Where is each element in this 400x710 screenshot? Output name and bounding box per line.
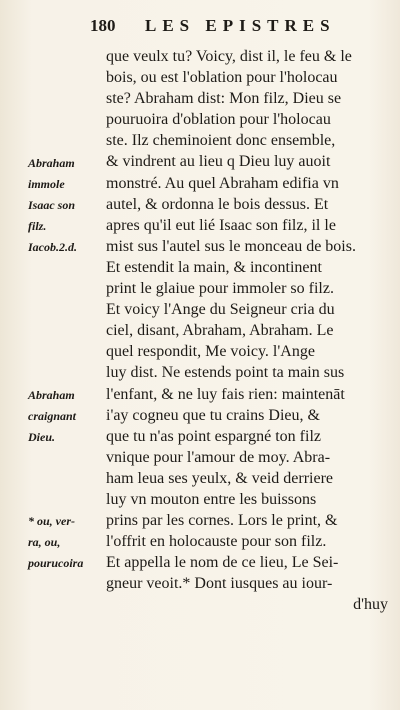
text-line: gneur veoit.* Dont iusques au iour-: [106, 575, 333, 593]
text-line: luy vn mouton entre les buissons: [106, 490, 317, 508]
text-line: & vindrent au lieu q Dieu luy auoit: [106, 153, 331, 171]
text-line: l'enfant, & ne luy fais rien: maintenāt: [106, 385, 345, 403]
margin-note: Isaac son: [28, 197, 76, 212]
margin-note: craignant: [28, 408, 77, 423]
main-text: [106, 46, 388, 616]
text-line: ciel, disant, Abraham, Abraham. Le: [106, 322, 334, 340]
margin-note: filz.: [28, 218, 47, 233]
text-line: apres qu'il eut lié Isaac son filz, il le: [106, 216, 336, 234]
text-line: luy dist. Ne estends point ta main sus: [106, 364, 345, 382]
text-line: ham leua ses yeulx, & veid derriere: [106, 469, 334, 487]
text-line: ste. Ilz cheminoient donc ensemble,: [106, 132, 336, 150]
running-title: LES EPISTRES: [145, 16, 336, 35]
margin-note: immole: [28, 176, 65, 191]
text-line: quel respondit, Me voicy. l'Ange: [106, 343, 315, 361]
margin-note: Abraham: [28, 387, 75, 402]
text-line: que tu n'as point espargné ton filz: [106, 427, 321, 445]
margin-note: ra, ou,: [28, 535, 61, 550]
margin-note: Iacob.2.d.: [28, 239, 77, 254]
text-line: Et estendit la main, & incontinent: [106, 258, 322, 276]
text-line: bois, ou est l'oblation pour l'holocau: [106, 69, 338, 87]
text-line: i'ay cogneu que tu crains Dieu, &: [106, 406, 320, 424]
text-line: monstré. Au quel Abraham edifia vn: [106, 174, 339, 192]
margin-note: * ou, ver-: [28, 514, 75, 529]
text-line: mist sus l'autel sus le monceau de bois.: [106, 237, 356, 255]
text-line: Et voicy l'Ange du Seigneur cria du: [106, 301, 335, 319]
page-header: [90, 16, 380, 40]
margin-note: pourucoira: [28, 556, 84, 571]
text-line: vnique pour l'amour de moy. Abra-: [106, 448, 331, 466]
margin-note: Abraham: [28, 155, 75, 170]
text-line: prins par les cornes. Lors le print, &: [106, 512, 338, 530]
text-line: pouruoira d'oblation pour l'holocau: [106, 111, 331, 129]
text-line: autel, & ordonna le bois dessus. Et: [106, 195, 329, 213]
text-line: ste? Abraham dist: Mon filz, Dieu se: [106, 90, 342, 108]
text-line: print le glaiue pour immoler so filz.: [106, 280, 334, 298]
text-line: que veulx tu? Voicy, dist il, le feu & le: [106, 48, 352, 65]
text-line: d'huy: [353, 596, 388, 614]
page-number: 180: [90, 16, 116, 35]
text-line: l'offrit en holocauste pour son filz.: [106, 533, 327, 551]
margin-note: Dieu.: [28, 429, 55, 444]
text-line: Et appella le nom de ce lieu, Le Sei-: [106, 554, 339, 572]
